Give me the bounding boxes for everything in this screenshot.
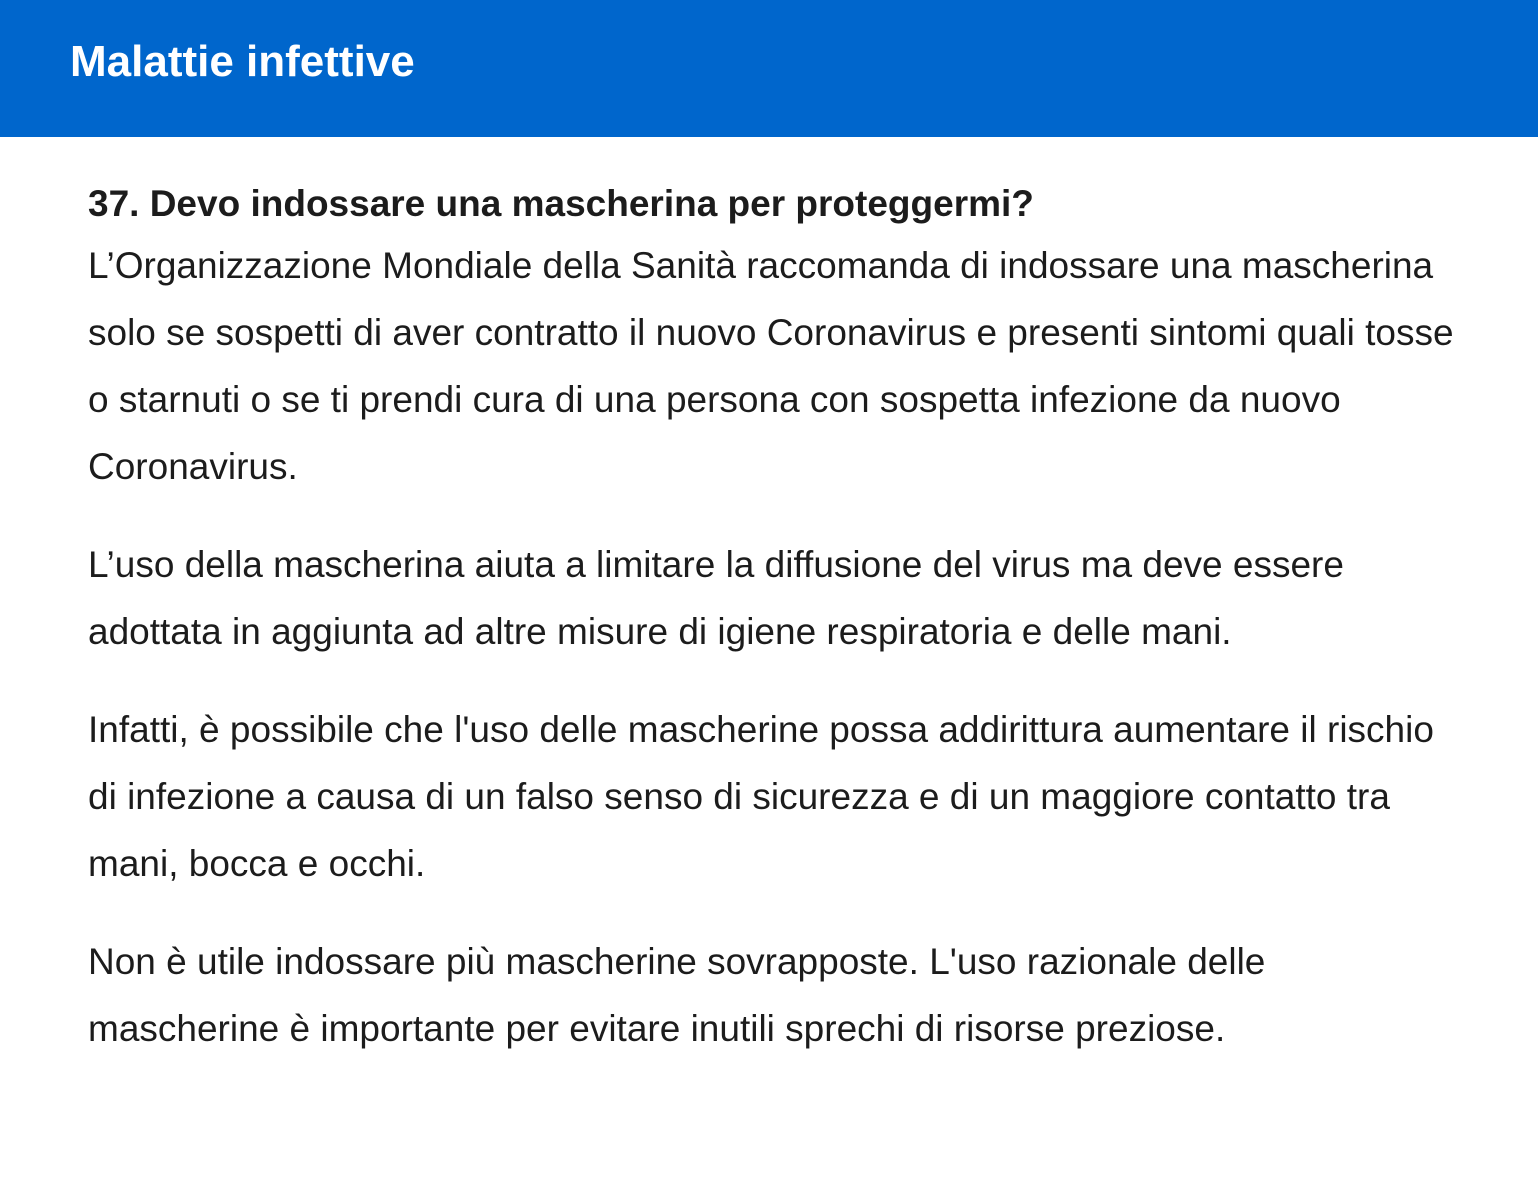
faq-answer-paragraph-2: L’uso della mascherina aiuta a limitare la diffusione del virus ma deve essere adottata in aggiunta ad altre misure di igiene respiratoria e delle mani. — [88, 544, 1344, 652]
faq-answer-paragraph-4: Non è utile indossare più mascherine sovrapposte. L'uso razionale delle mascherine è importante per evitare inutili sprechi di risorse preziose. — [88, 941, 1266, 1049]
faq-answer-paragraph-1: L’Organizzazione Mondiale della Sanità raccomanda di indossare una mascherina solo se sospetti di aver contratto il nuovo Coronavirus e presenti sintomi quali tosse o starnuti o se ti prendi cura di una persona con sospetta infezione da nuovo Coronavirus. — [88, 245, 1454, 487]
faq-article — [88, 176, 1458, 1062]
faq-question: 37. Devo indossare una mascherina per proteggermi? — [88, 183, 1034, 224]
faq-answer-paragraph-3: Infatti, è possibile che l'uso delle mascherine possa addirittura aumentare il rischio di infezione a causa di un falso senso di sicurezza e di un maggiore contatto tra mani, bocca e occhi. — [88, 709, 1434, 884]
page-header — [0, 0, 1538, 137]
header-title: Malattie infettive — [70, 37, 415, 86]
